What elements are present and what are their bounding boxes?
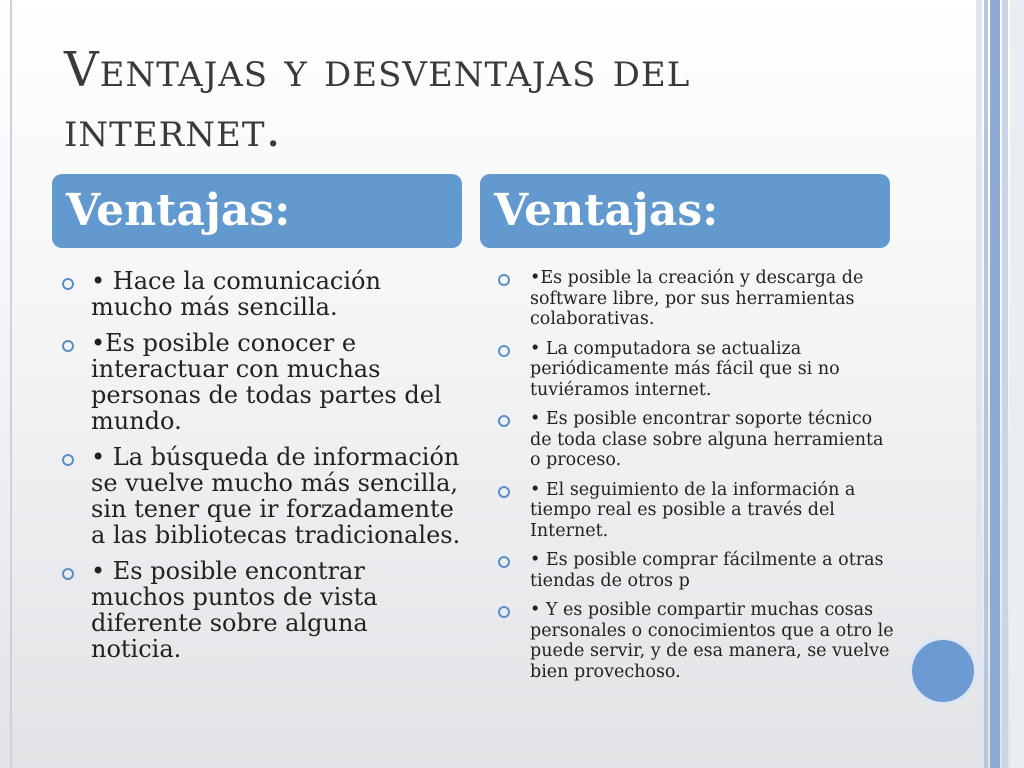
right-column-header: Ventajas:	[480, 174, 890, 248]
list-item-text: • La búsqueda de información se vuelve mucho más sencilla, sin tener que ir forzadamente a las bibliotecas tradicionales.	[91, 443, 461, 549]
decorative-circle	[912, 640, 974, 702]
list-item	[62, 330, 462, 434]
decor-stripe	[990, 0, 1000, 768]
right-decor-stripes	[976, 0, 1024, 768]
circle-bullet-icon	[498, 274, 510, 286]
list-item-text: • Hace la comunicación mucho más sencilla.	[91, 267, 381, 321]
circle-bullet-icon	[62, 454, 74, 466]
list-item	[498, 268, 898, 330]
list-item-text: • Es posible encontrar soporte técnico de toda clase sobre alguna herramienta o proceso.	[530, 409, 884, 470]
circle-bullet-icon	[498, 415, 510, 427]
decor-stripe	[1002, 0, 1008, 768]
circle-bullet-icon	[498, 556, 510, 568]
list-item	[498, 480, 898, 542]
list-item-text: • Y es posible compartir muchas cosas personales o conocimientos que a otro le puede servir, y de esa manera, se vuelve bien provechoso.	[530, 600, 894, 682]
list-item	[62, 444, 462, 548]
list-item	[62, 558, 462, 662]
right-bullet-list	[498, 268, 898, 691]
circle-bullet-icon	[62, 340, 74, 352]
list-item	[498, 550, 898, 591]
list-item	[498, 600, 898, 682]
left-column-header: Ventajas:	[52, 174, 462, 248]
circle-bullet-icon	[498, 486, 510, 498]
left-bullet-list	[62, 268, 462, 672]
circle-bullet-icon	[498, 345, 510, 357]
circle-bullet-icon	[62, 568, 74, 580]
list-item-text: •Es posible la creación y descarga de software libre, por sus herramientas colaborativas.	[530, 268, 864, 329]
decor-stripe	[976, 0, 982, 768]
list-item	[498, 339, 898, 401]
list-item-text: • El seguimiento de la información a tiempo real es posible a través del Internet.	[530, 479, 856, 541]
left-decor-line	[10, 0, 12, 768]
list-item-text: •Es posible conocer e interactuar con muchas personas de todas partes del mundo.	[91, 329, 442, 435]
list-item	[498, 409, 898, 471]
circle-bullet-icon	[62, 278, 74, 290]
list-item-text: • La computadora se actualiza periódicamente más fácil que si no tuviéramos internet.	[530, 338, 840, 400]
list-item-text: • Es posible comprar fácilmente a otras tiendas de otros p	[530, 550, 884, 591]
circle-bullet-icon	[498, 606, 510, 618]
decor-stripe	[984, 0, 988, 768]
decor-stripe	[1010, 0, 1024, 768]
slide-title: Ventajas y desventajas del internet.	[64, 42, 691, 158]
list-item	[62, 268, 462, 320]
list-item-text: • Es posible encontrar muchos puntos de vista diferente sobre alguna noticia.	[91, 557, 378, 663]
